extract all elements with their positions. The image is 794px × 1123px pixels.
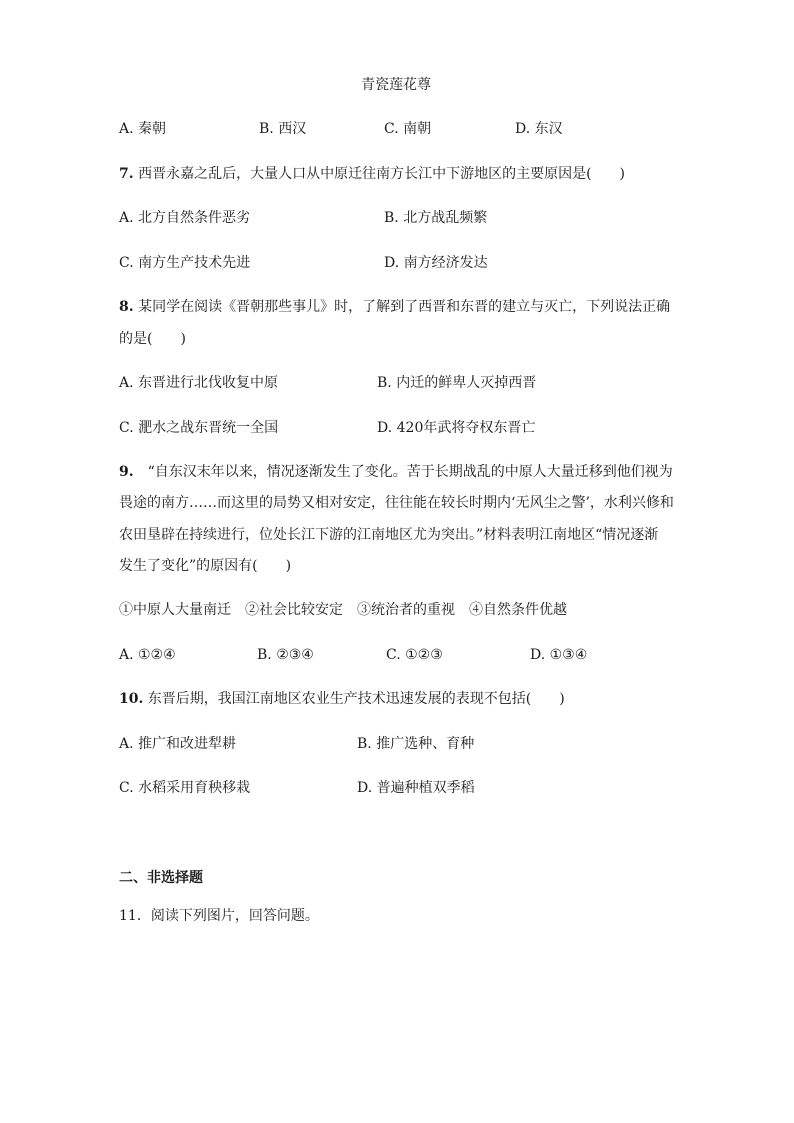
q7-option-c[interactable]: C. 南方生产技术先进 — [119, 255, 251, 271]
q7-stem — [119, 164, 625, 184]
q7-option-a[interactable]: A. 北方自然条件恶劣 — [119, 210, 251, 226]
q10-option-b[interactable]: B. 推广选种、育种 — [357, 736, 475, 752]
q10-option-d[interactable]: D. 普遍种植双季稻 — [357, 780, 475, 796]
q9-stem-line1 — [119, 462, 673, 482]
q7-number: 7. — [119, 166, 134, 182]
q9-option-a[interactable]: A. ①②④ — [119, 647, 176, 663]
q10-number: 10. — [119, 691, 144, 707]
q9-option-b[interactable]: B. ②③④ — [257, 647, 314, 663]
q10-text: 东晋后期，我国江南地区农业生产技术迅速发展的表现不包括( ) — [143, 691, 565, 707]
q8-option-c[interactable]: C. 淝水之战东晋统一全国 — [119, 420, 279, 436]
q8-stem-line2: 的是( ) — [119, 331, 186, 347]
q10-option-a[interactable]: A. 推广和改进犁耕 — [119, 736, 237, 752]
q7-option-b[interactable]: B. 北方战乱频繁 — [384, 210, 488, 226]
q11-text: 11．阅读下列图片，回答问题。 — [119, 908, 319, 924]
q8-number: 8. — [119, 299, 134, 315]
q7-text: 西晋永嘉之乱后，大量人口从中原迁往南方长江中下游地区的主要原因是( ) — [133, 166, 625, 182]
q9-option-c[interactable]: C. ①②③ — [386, 647, 443, 663]
q7-option-d[interactable]: D. 南方经济发达 — [384, 255, 488, 271]
q6-option-b[interactable]: B. 西汉 — [259, 121, 307, 137]
image-caption: 青瓷莲花尊 — [361, 77, 431, 93]
q6-option-d[interactable]: D. 东汉 — [515, 121, 563, 137]
q6-option-c[interactable]: C. 南朝 — [384, 121, 432, 137]
q10-option-c[interactable]: C. 水稻采用育秧移栽 — [119, 780, 251, 796]
q8-option-a[interactable]: A. 东晋进行北伐收复中原 — [119, 375, 279, 391]
q10-stem — [119, 689, 565, 709]
q9-stem-line4: 发生了变化”的原因有( ) — [119, 558, 292, 574]
q6-option-a[interactable]: A. 秦朝 — [119, 121, 167, 137]
q8-option-d[interactable]: D. 420年武将夺权东晋亡 — [377, 420, 536, 436]
q8-stem-line1 — [119, 297, 670, 317]
q9-option-d[interactable]: D. ①③④ — [530, 647, 588, 663]
q8-option-b[interactable]: B. 内迁的鲜卑人灭掉西晋 — [377, 375, 537, 391]
q8-text-1: 某同学在阅读《晋朝那些事儿》时，了解到了西晋和东晋的建立与灭亡，下列说法正确 — [133, 299, 671, 315]
q9-text-1: “自东汉末年以来，情况逐渐发生了变化。苦于长期战乱的中原人大量迁移到他们视为 — [133, 464, 673, 480]
q9-number: 9. — [119, 464, 134, 480]
q9-stem-line2: 畏途的南方……而这里的局势又相对安定，往往能在较长时期内‘无风尘之警’，水利兴修和 — [119, 495, 674, 511]
q9-items: ①中原人大量南迁 ②社会比较安定 ③统治者的重视 ④自然条件优越 — [119, 602, 567, 618]
section-title: 二、非选择题 — [119, 870, 203, 886]
q9-stem-line3: 农田垦辟在持续进行，位处长江下游的江南地区尤为突出。”材料表明江南地区“情况逐渐 — [119, 527, 659, 543]
